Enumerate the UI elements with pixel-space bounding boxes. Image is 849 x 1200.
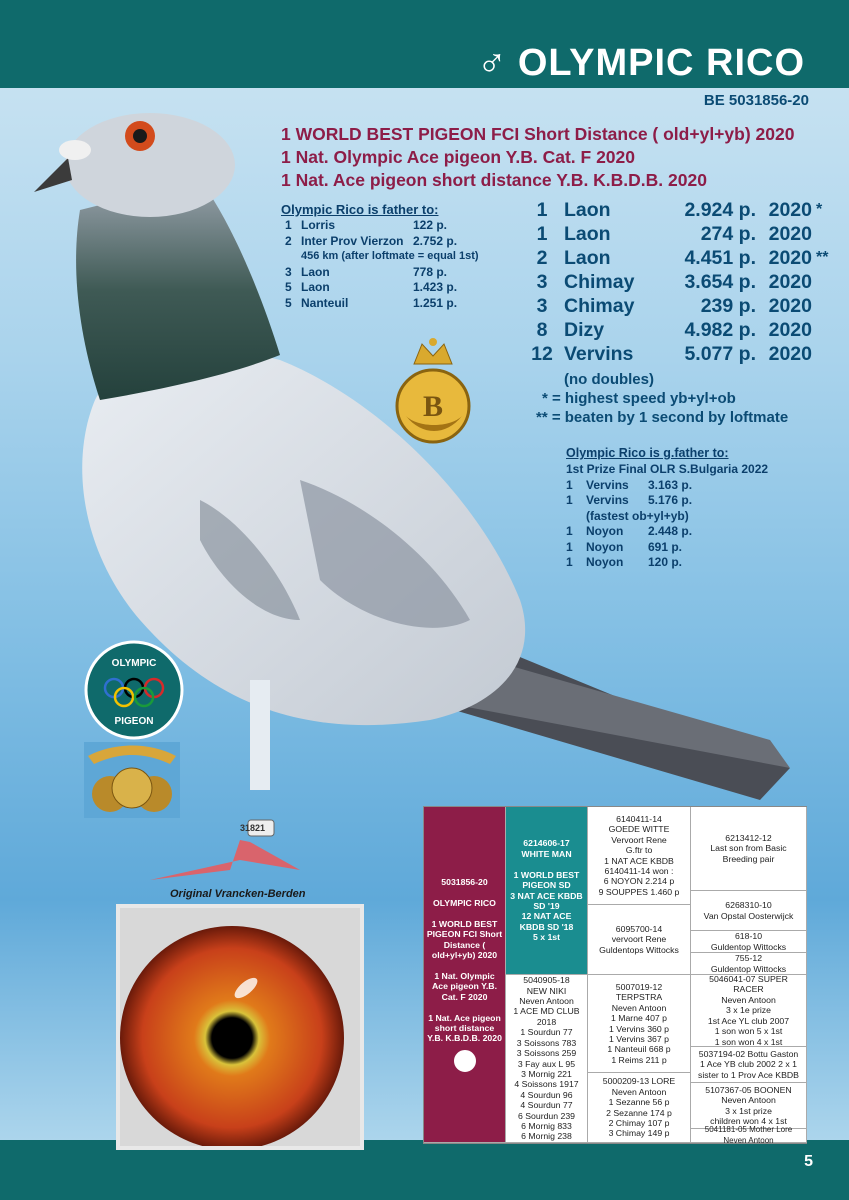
pedigree-fff: 6213412-12 Last son from Basic Breeding pair (691, 807, 807, 891)
list-item: 1 Noyon 691 p. (566, 539, 683, 554)
grandfather-of-list (566, 462, 768, 571)
leg-ring: 31821 (240, 823, 266, 833)
pedigree-subject: 5031856-20 OLYMPIC RICO 1 WORLD BEST PIGEON FCI Short Distance ( old+yl+yb) 2020 1 Nat. Olympic Ace pigeon Y.B. Cat. F 2020 1 Nat. Ace pigeon short distance Y.B. K.B.D.B. 2020 (424, 807, 506, 1143)
list-item: 5 Laon 1.423 p. (285, 280, 458, 294)
headline-2: 1 Nat. Olympic Ace pigeon Y.B. Cat. F 2020 (281, 147, 636, 167)
list-item: 2 Inter Prov Vierzon 2.752 p. (285, 233, 458, 248)
table-row: 3 Chimay 239 p. 2020 (536, 295, 812, 317)
eye-icon (120, 908, 360, 1146)
note-beaten: ** = beaten by 1 second by loftmate (536, 409, 789, 426)
pedigree-mmf: 5107367-05 BOONEN Neven Antoon 3 x 1st prize children won 4 x 1st (691, 1083, 807, 1129)
list-item: 1 Noyon 120 p. (566, 555, 683, 569)
pedigree-father: 6214606-17 WHITE MAN 1 WORLD BEST PIGEON SD 3 NAT ACE KBDB SD '19 12 NAT ACE KBDB SD '18 5 x 1st (506, 807, 588, 975)
kbdb-letter: B (422, 390, 444, 423)
globe-trophy-logo-icon (84, 742, 180, 818)
table-row: 1 Laon 2.924 p. 2020 * (536, 199, 823, 221)
pigeon-name: OLYMPIC RICO (517, 42, 805, 84)
pedigree-fm: 6095700-14 vervoort Rene Guldentops Wittocks (588, 905, 691, 975)
list-item: 1st Prize Final OLR S.Bulgaria 2022 (566, 462, 769, 476)
pedigree-ff: 6140411-14 GOEDE WITTE Vervoort Rene G.ftr to 1 NAT ACE KBDB 6140411-14 won : 6 NOYON 2.214 p 9 SOUPPES 1.460 p (588, 807, 691, 905)
list-item: 1 Vervins 5.176 p. (566, 493, 693, 507)
list-item: 3 Laon 778 p. (285, 264, 448, 279)
pedigree-table (423, 806, 807, 1144)
results-notes (536, 370, 788, 427)
pedigree-mf: 5007019-12 TERPSTRA Neven Antoon 1 Marne 407 p 1 Vervins 360 p 1 Vervins 367 p 1 Nanteuil 668 p 1 Reims 211 p (588, 975, 691, 1073)
page-title (477, 40, 805, 85)
ring-number: BE 5031856-20 (703, 92, 809, 109)
table-row: 3 Chimay 3.654 p. 2020 (536, 271, 812, 293)
pedigree-mff: 5046041-07 SUPER RACER Neven Antoon 3 x 1e prize 1st Ace YL club 2007 1 son won 5 x 1st 1 son won 4 x 1st (691, 975, 807, 1047)
list-item: 1 Noyon 2.448 p. (566, 524, 693, 538)
list-item: 1 Lorris 122 p. (285, 218, 448, 232)
male-symbol-icon: ♂ (476, 40, 508, 84)
table-row: 1 Laon 274 p. 2020 (536, 223, 812, 245)
list-item: (fastest ob+yl+yb) (586, 508, 689, 523)
list-item: 5 Nanteuil 1.251 p. (285, 295, 458, 310)
father-of-list (285, 218, 479, 311)
pedigree-mm: 5000209-13 LORE Neven Antoon 1 Sezanne 56 p 2 Sezanne 174 p 2 Chimay 107 p 3 Chimay 149 p (588, 1073, 691, 1143)
table-row: 2 Laon 4.451 p. 2020 ** (536, 247, 829, 269)
list-item: 456 km (after loftmate = equal 1st) (301, 250, 479, 262)
pedigree-mfm: 5037194-02 Bottu Gaston 1 Ace YB club 2002 2 x 1 sister to 1 Prov Ace KBDB (691, 1047, 807, 1083)
pedigree-mmm: 5041181-05 Mother Lore Neven Antoon (691, 1129, 807, 1143)
svg-text:OLYMPIC: OLYMPIC (111, 658, 157, 669)
olympic-pigeon-logo-icon (84, 640, 184, 740)
pedigree-fmm: 755-12 Guldentop Wittocks (691, 953, 807, 975)
eye-photo (116, 904, 364, 1150)
results-table (520, 198, 840, 366)
note-highest-speed: * = highest speed yb+yl+ob (542, 390, 736, 407)
photo-caption: Original Vrancken-Berden (170, 888, 306, 900)
table-row: 8 Dizy 4.982 p. 2020 (536, 319, 812, 341)
male-symbol-icon (454, 1050, 476, 1072)
pedigree-mother: 5040905-18 NEW NIKI Neven Antoon 1 ACE MD CLUB 2018 1 Sourdun 77 3 Soissons 783 3 Soissons 259 3 Fay aux L 95 3 Mornig 221 4 Soissons 1917 4 Sourdun 96 4 Sourdun 77 6 Sourdun 239 6 Mornig 833 6 Mornig 238 (506, 975, 588, 1143)
note-no-doubles: (no doubles) (564, 371, 654, 388)
father-of-heading: Olympic Rico is father to: (281, 202, 439, 217)
kbdb-logo-icon (392, 336, 474, 448)
list-item: 1 Vervins 3.163 p. (566, 477, 693, 492)
pedigree-fmf: 618-10 Guldentop Wittocks (691, 931, 807, 953)
svg-text:PIGEON: PIGEON (114, 716, 154, 727)
grandfather-of-heading: Olympic Rico is g.father to: (566, 446, 729, 460)
table-row: 12 Vervins 5.077 p. 2020 (531, 343, 812, 365)
headline-1: 1 WORLD BEST PIGEON FCI Short Distance ( old+yl+yb) 2020 (281, 124, 795, 144)
headline-3: 1 Nat. Ace pigeon short distance Y.B. K.B.D.B. 2020 (281, 170, 707, 190)
pedigree-ffm: 6268310-10 Van Opstal Oosterwijck (691, 891, 807, 931)
page-number: 5 (804, 1153, 813, 1170)
